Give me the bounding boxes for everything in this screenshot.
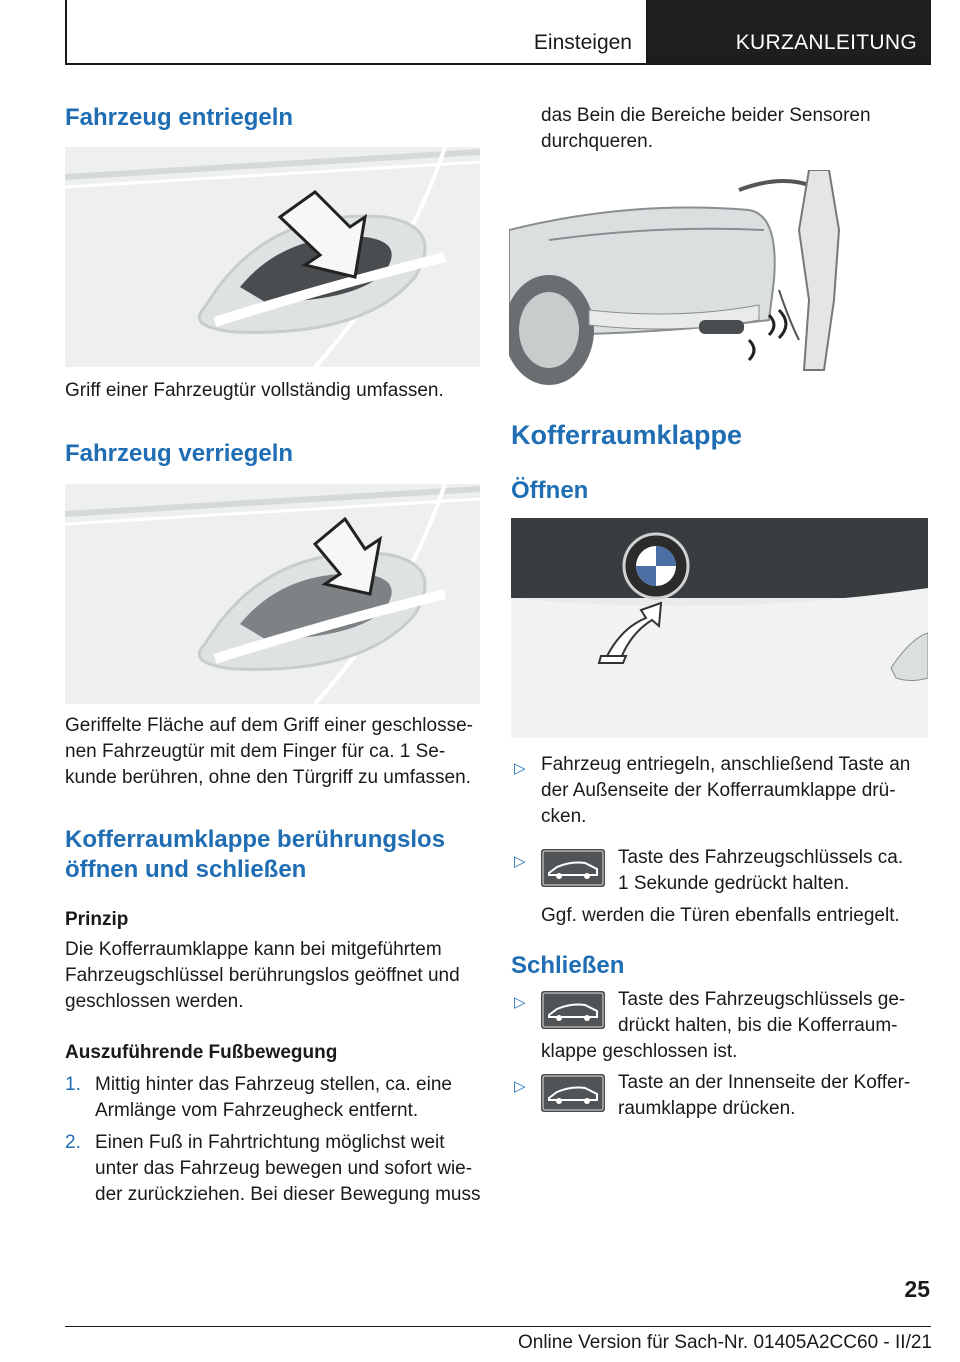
text-line: der Außenseite der Kofferraumklappe drü-	[541, 780, 896, 801]
text-line: cken.	[541, 806, 587, 827]
trunk-key-icon	[541, 1074, 605, 1112]
step-text: Mittig hinter das Fahrzeug stellen, ca. eine	[95, 1074, 452, 1095]
principle-text	[65, 937, 460, 1015]
page-number: 25	[904, 1276, 930, 1302]
open-note: Ggf. werden die Türen ebenfalls entriegelt.	[541, 905, 900, 926]
lock-title: Fahrzeug verriegeln	[65, 440, 294, 467]
step-text: unter das Fahrzeug bewegen und sofort wie-	[95, 1158, 473, 1179]
text-line: geschlossen werden.	[65, 991, 244, 1012]
text-line: nen Fahrzeugtür mit dem Finger für ca. 1 Se-	[65, 741, 446, 762]
header-chapter-tab	[648, 0, 931, 63]
continued-text	[541, 103, 871, 155]
text-line: klappe geschlossen ist.	[541, 1041, 738, 1062]
text-line: Fahrzeug entriegeln, anschließend Taste an	[541, 754, 911, 775]
foot-motion-title: Auszuführende Fußbewegung	[65, 1042, 338, 1063]
close-title: Schließen	[511, 952, 625, 979]
unlock-caption: Griff einer Fahrzeugtür vollständig umfassen.	[65, 380, 444, 401]
bullet-icon: ▷	[514, 760, 526, 777]
step-text: Armlänge vom Fahrzeugheck entfernt.	[95, 1100, 419, 1121]
open-item-1	[541, 752, 910, 830]
title-line: öffnen und schließen	[65, 856, 307, 883]
trunk-button-figure	[511, 518, 928, 738]
close-item-2	[618, 1070, 910, 1122]
step-text: Einen Fuß in Fahrtrichtung möglichst weit	[95, 1132, 445, 1153]
unlock-title: Fahrzeug entriegeln	[65, 104, 294, 131]
door-handle-grip-figure	[65, 147, 480, 367]
principle-title: Prinzip	[65, 909, 129, 930]
title-line: Kofferraumklappe berührungslos	[65, 826, 446, 853]
open-title: Öffnen	[511, 477, 589, 504]
step-1	[65, 1072, 452, 1124]
step-number: 1.	[65, 1074, 81, 1095]
text-line: drückt halten, bis die Kofferraum-	[618, 1015, 898, 1036]
text-line: Taste des Fahrzeugschlüssels ca.	[618, 847, 904, 868]
bullet-icon: ▷	[514, 853, 526, 870]
bullet-icon: ▷	[514, 1078, 526, 1095]
text-line: kunde berühren, ohne den Türgriff zu umfassen.	[65, 767, 471, 788]
header-section-tab	[65, 0, 648, 63]
text-line: Fahrzeugschlüssel berührungslos geöffnet und	[65, 965, 460, 986]
foot-sensor-figure	[509, 170, 863, 390]
text-line: Taste des Fahrzeugschlüssels ge-	[618, 989, 906, 1010]
trunk-key-icon	[541, 991, 605, 1029]
open-item-2	[618, 845, 903, 897]
trunk-touchless-title	[65, 825, 445, 885]
footer-text: Online Version für Sach-Nr. 01405A2CC60 - II/21	[517, 1332, 932, 1353]
door-handle-touch-figure	[65, 484, 480, 704]
step-text: der zurückziehen. Bei dieser Bewegung muss	[95, 1184, 481, 1205]
header-section-label: Einsteigen	[533, 31, 632, 54]
text-line: Taste an der Innenseite der Koffer-	[618, 1072, 911, 1093]
step-number: 2.	[65, 1132, 81, 1153]
trunk-key-icon	[541, 849, 605, 887]
text-line: 1 Sekunde gedrückt halten.	[618, 873, 850, 894]
text-line: raumklappe drücken.	[618, 1098, 796, 1119]
header-rule	[65, 63, 931, 65]
footer-rule	[65, 1326, 931, 1327]
text-line: Die Kofferraumklappe kann bei mitgeführtem	[65, 939, 442, 960]
lock-text	[65, 713, 473, 791]
text-line: Geriffelte Fläche auf dem Griff einer geschlosse-	[65, 715, 473, 736]
header-chapter-label: KURZANLEITUNG	[735, 31, 917, 54]
text-line: durchqueren.	[541, 131, 653, 152]
close-item-1	[618, 987, 905, 1039]
step-2	[65, 1130, 480, 1208]
trunk-title: Kofferraumklappe	[511, 420, 743, 450]
bullet-icon: ▷	[514, 994, 526, 1011]
text-line: das Bein die Bereiche beider Sensoren	[541, 105, 871, 126]
